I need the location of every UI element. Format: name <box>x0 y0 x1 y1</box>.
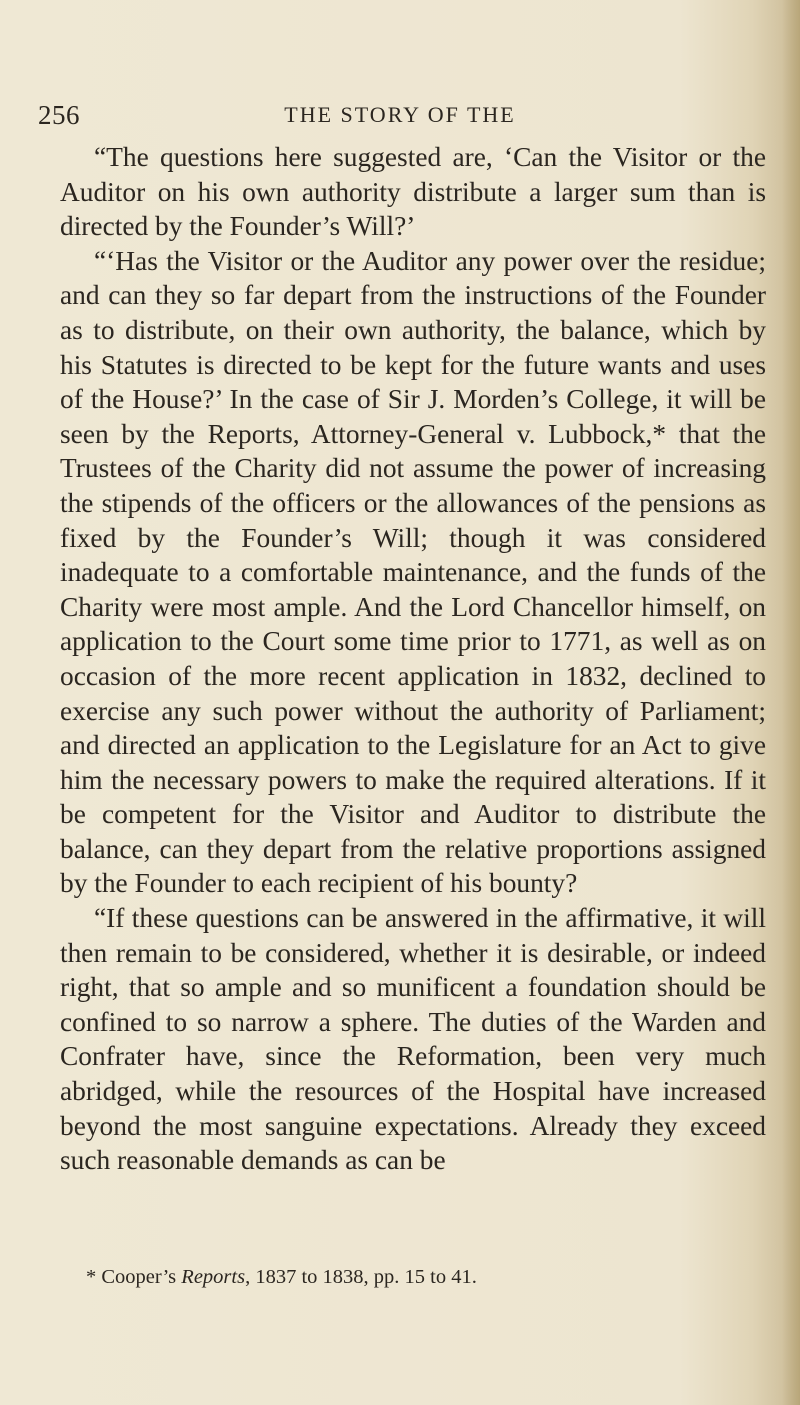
page-gutter-shadow <box>782 0 800 1405</box>
footnote <box>86 1264 766 1290</box>
paragraph: “If these questions can be answered in the affirmative, it will then remain to be considered, whether it is desirable, or indeed right, that so ample and so munificent a foundation should be confined to so narrow a sphere. The duties of the Warden and Confrater have, since the Reformation, been very much abridged, while the resources of the Hospital have increased beyond the most sanguine expectations. Already they exceed such reasonable demands as can be <box>60 903 766 1176</box>
body-text <box>60 140 766 1178</box>
footnote-suffix: , 1837 to 1838, pp. 15 to 41. <box>245 1266 477 1288</box>
footnote-title: Reports <box>181 1266 246 1288</box>
running-head: THE STORY OF THE <box>284 102 516 127</box>
page-header <box>0 100 800 140</box>
footnote-prefix: * Cooper’s <box>86 1266 182 1288</box>
paragraph: “The questions here suggested are, ‘Can the Visitor or the Auditor on his own authority distribute a larger sum than is directed by the Founder’s Will?’ <box>60 142 766 242</box>
paragraph: “‘Has the Visitor or the Auditor any power over the residue; and can they so far depart from the instructions of the Founder as to distribute, on their own authority, the balance, which by his Statutes is directed to be kept for the future wants and uses of the House?’ In the case of Sir J. Morden’s College, it will be seen by the Reports, Attorney-General v. Lubbock,* that the Trustees of the Charity did not assume the power of increasing the stipends of the officers or the allowances of the pensions as fixed by the Founder’s Will; though it was considered inadequate to a comfortable maintenance, and the funds of the Charity were most ample. And the Lord Chancellor himself, on application to the Court some time prior to 1771, as well as on occasion of the more recent application in 1832, declined to exercise any such power without the authority of Parliament; and directed an application to the Legislature for an Act to give him the necessary powers to make the required alterations. If it be competent for the Visitor and Auditor to distribute the balance, can they depart from the relative proportions assigned by the Founder to each recipient of his bounty? <box>60 245 766 899</box>
page-number: 256 <box>38 100 80 130</box>
